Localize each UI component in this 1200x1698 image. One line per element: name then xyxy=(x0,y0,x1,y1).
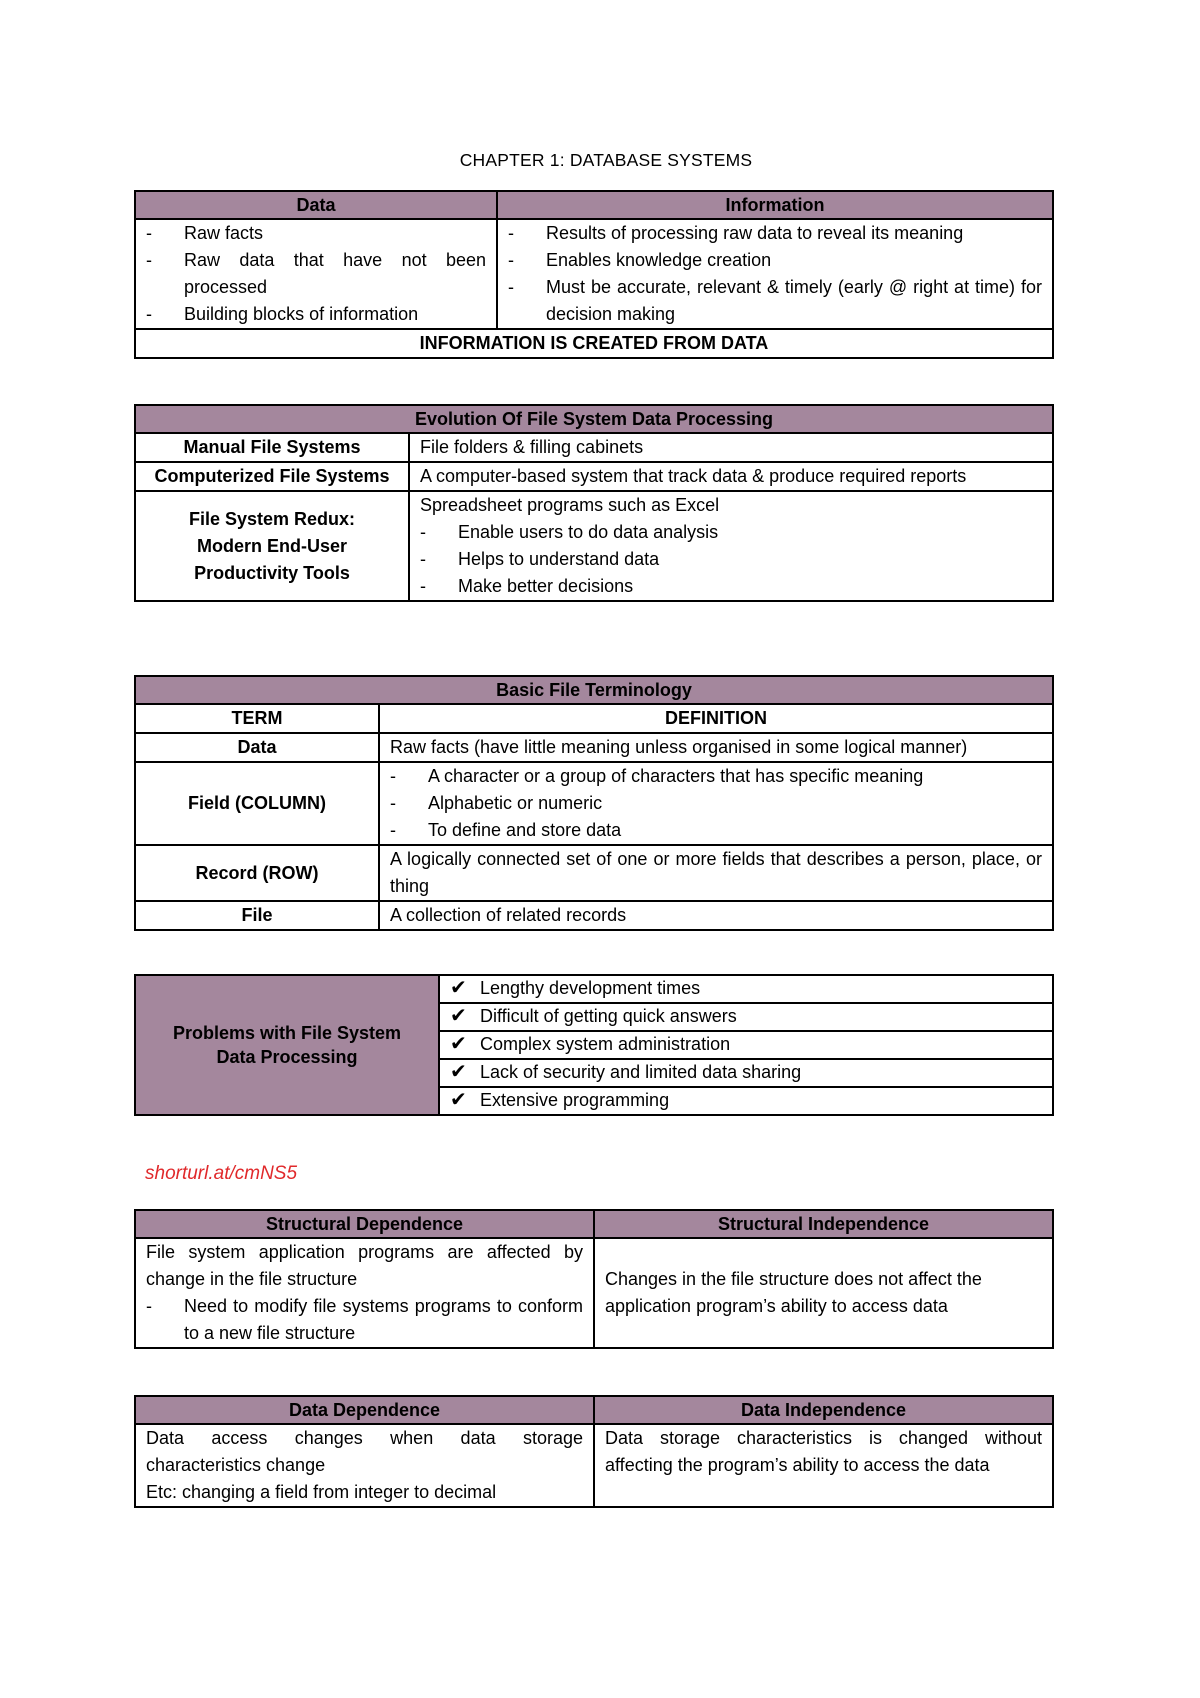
check-icon: ✔ xyxy=(450,1061,467,1083)
evolution-desc: A computer-based system that track data & produce required reports xyxy=(409,462,1053,491)
problem-text: Lengthy development times xyxy=(480,978,701,998)
term: Record (ROW) xyxy=(135,845,379,901)
data-independence-cell: Data storage characteristics is changed without affecting the program’s ability to access the data xyxy=(594,1424,1053,1507)
problems-label xyxy=(135,975,439,1115)
data-information-table xyxy=(134,190,1054,359)
evolution-term: Manual File Systems xyxy=(135,433,409,462)
information-item: - Must be accurate, relevant & timely (early @ right at time) for decision making xyxy=(508,274,1042,328)
evolution-item: - Helps to understand data xyxy=(420,546,1042,573)
problems-label-line: Problems with File System xyxy=(172,1023,402,1043)
information-footer: INFORMATION IS CREATED FROM DATA xyxy=(135,329,1053,358)
term: File xyxy=(135,901,379,930)
check-icon: ✔ xyxy=(450,1089,467,1111)
problem-item xyxy=(439,1031,1053,1059)
definition-item: - A character or a group of characters that has specific meaning xyxy=(390,763,1042,790)
header-data-independence: Data Independence xyxy=(594,1396,1053,1424)
data-cell xyxy=(135,219,497,329)
evolution-header: Evolution Of File System Data Processing xyxy=(135,405,1053,433)
problem-text: Difficult of getting quick answers xyxy=(480,1006,737,1026)
problem-item xyxy=(439,1003,1053,1031)
data-item: - Raw data that have not been processed xyxy=(146,247,486,301)
problems-label-line: Data Processing xyxy=(216,1047,358,1067)
problem-text: Lack of security and limited data sharing xyxy=(480,1062,802,1082)
problem-text: Complex system administration xyxy=(480,1034,731,1054)
evolution-desc-text: Spreadsheet programs such as Excel xyxy=(420,495,720,515)
term: Field (COLUMN) xyxy=(135,762,379,845)
evolution-term-line: Productivity Tools xyxy=(194,562,350,583)
evolution-term xyxy=(135,491,409,601)
check-icon: ✔ xyxy=(450,1033,467,1055)
check-icon: ✔ xyxy=(450,977,467,999)
definition-item: - To define and store data xyxy=(390,817,1042,844)
definition: Raw facts (have little meaning unless organised in some logical manner) xyxy=(379,733,1053,762)
problem-item xyxy=(439,1059,1053,1087)
header-data-dependence: Data Dependence xyxy=(135,1396,594,1424)
definition: A collection of related records xyxy=(379,901,1053,930)
data-item: - Building blocks of information xyxy=(146,301,486,328)
evolution-term-line: Modern End-User xyxy=(196,535,347,556)
terminology-header: Basic File Terminology xyxy=(135,676,1053,704)
structural-dependence-item: - Need to modify file systems programs to conform to a new file structure xyxy=(146,1293,583,1347)
page-title: CHAPTER 1: DATABASE SYSTEMS xyxy=(459,150,753,170)
header-structural-dependence: Structural Dependence xyxy=(135,1210,594,1238)
structural-dependence-cell xyxy=(135,1238,594,1348)
problem-item xyxy=(439,1087,1053,1115)
header-information: Information xyxy=(497,191,1053,219)
check-icon: ✔ xyxy=(450,1005,467,1027)
evolution-desc xyxy=(409,491,1053,601)
header-structural-independence: Structural Independence xyxy=(594,1210,1053,1238)
information-item: - Enables knowledge creation xyxy=(508,247,1042,274)
structural-table xyxy=(134,1209,1054,1349)
definition-item: - Alphabetic or numeric xyxy=(390,790,1042,817)
structural-independence-cell: Changes in the file structure does not affect the application program’s ability to access data xyxy=(594,1238,1053,1348)
evolution-term-line: File System Redux: xyxy=(188,508,356,529)
data-dependence-example: Etc: changing a field from integer to decimal xyxy=(146,1482,497,1502)
term: Data xyxy=(135,733,379,762)
definition: A logically connected set of one or more fields that describes a person, place, or thing xyxy=(379,845,1053,901)
information-item: - Results of processing raw data to reveal its meaning xyxy=(508,220,1042,247)
data-dependence-table xyxy=(134,1395,1054,1508)
evolution-item: - Enable users to do data analysis xyxy=(420,519,1042,546)
structural-dependence-text: File system application programs are affected by change in the file structure xyxy=(146,1242,583,1289)
definition xyxy=(379,762,1053,845)
problem-text: Extensive programming xyxy=(480,1090,670,1110)
data-dependence-text: Data access changes when data storage characteristics change xyxy=(146,1428,583,1475)
evolution-item: - Make better decisions xyxy=(420,573,1042,600)
col-term: TERM xyxy=(135,704,379,733)
evolution-desc: File folders & filling cabinets xyxy=(409,433,1053,462)
problem-item xyxy=(439,975,1053,1003)
evolution-table xyxy=(134,404,1054,602)
problems-table xyxy=(134,974,1054,1116)
data-item: - Raw facts xyxy=(146,220,486,247)
information-cell xyxy=(497,219,1053,329)
shorturl-link[interactable]: shorturl.at/cmNS5 xyxy=(145,1163,298,1184)
terminology-table xyxy=(134,675,1054,931)
evolution-term: Computerized File Systems xyxy=(135,462,409,491)
header-data: Data xyxy=(135,191,497,219)
col-definition: DEFINITION xyxy=(379,704,1053,733)
data-dependence-cell xyxy=(135,1424,594,1507)
